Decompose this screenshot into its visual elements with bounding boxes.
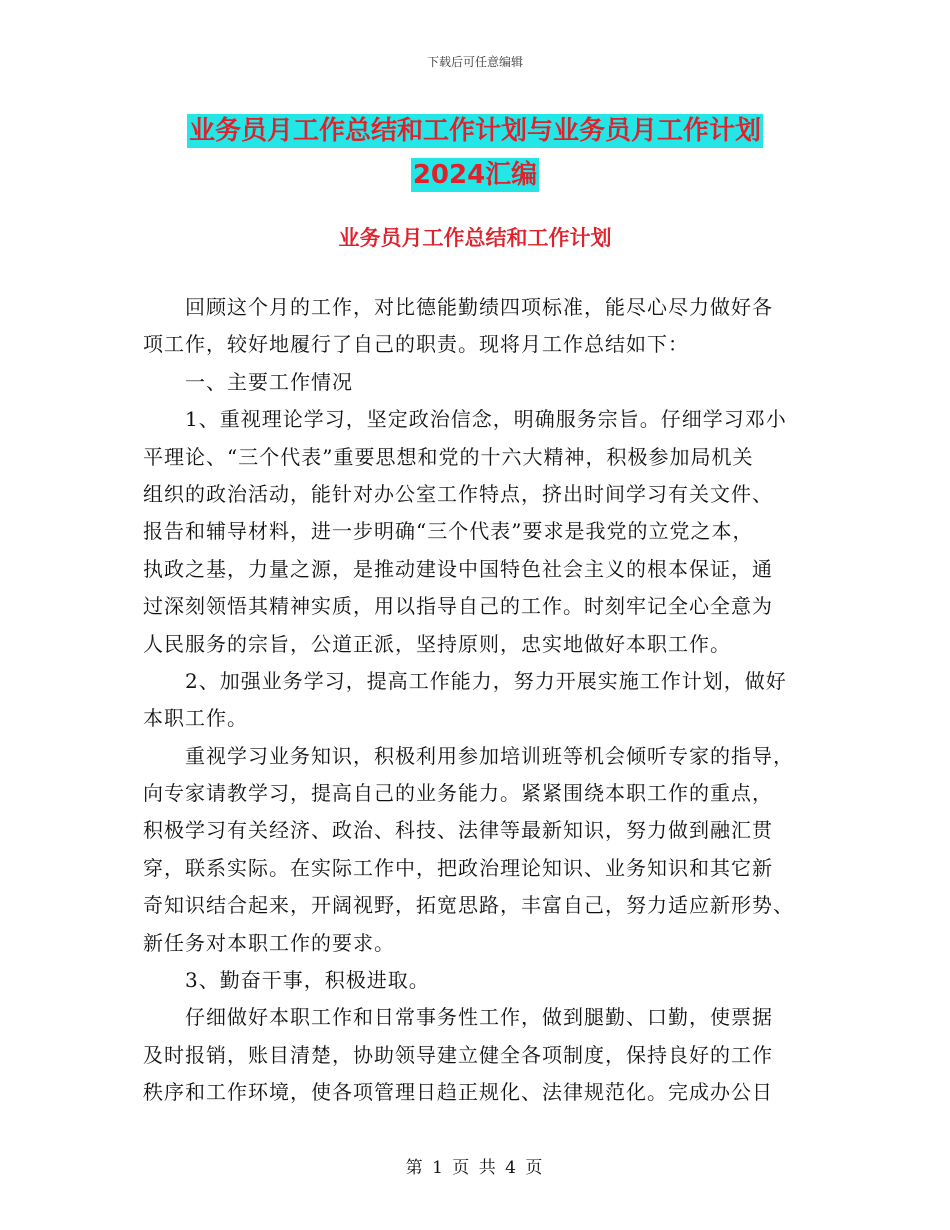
text-line: 奇知识结合起来，开阔视野，拓宽思路，丰富自己，努力适应新形势、: [143, 893, 794, 918]
main-title-line-1: [0, 112, 950, 150]
text-line: 回顾这个月的工作，对比德能勤绩四项标准，能尽心尽力做好各: [143, 295, 773, 319]
text-line: 本职工作。: [143, 706, 248, 731]
text-line: 组织的政治活动，能针对办公室工作特点，挤出时间学习有关文件、: [143, 481, 773, 506]
text-line: 及时报销，账目清楚，协助领导建立健全各项制度，保持良好的工作: [143, 1042, 773, 1067]
text-line: 1、重视理论学习，坚定政治信念，明确服务宗旨。仔细学习邓小: [143, 407, 787, 432]
text-line: 项工作，较好地履行了自己的职责。现将月工作总结如下：: [143, 332, 689, 357]
text-line: 穿，联系实际。在实际工作中，把政治理论知识、业务知识和其它新: [143, 855, 773, 880]
text-line: 仔细做好本职工作和日常事务性工作，做到腿勤、口勤，使票据: [143, 1005, 773, 1030]
text-line: 执政之基，力量之源，是推动建设中国特色社会主义的根本保证，通: [143, 556, 773, 581]
main-title-text-1: 业务员月工作总结和工作计划与业务员月工作计划: [188, 116, 761, 146]
text-line: 2、加强业务学习，提高工作能力，努力开展实施工作计划，做好: [143, 668, 787, 693]
body-text: [143, 289, 811, 1112]
text-line: 报告和辅导材料，进一步明确“三个代表”要求是我党的立党之本，: [143, 519, 754, 544]
text-line: 一、主要工作情况: [143, 369, 353, 394]
main-title-line-2: [0, 156, 950, 194]
text-line: 平理论、“三个代表”重要思想和党的十六大精神，积极参加局机关: [143, 444, 754, 469]
header-note: 下载后可任意编辑: [426, 55, 523, 69]
text-line: 向专家请教学习，提高自己的业务能力。紧紧围绕本职工作的重点，: [143, 781, 773, 806]
text-line: 积极学习有关经济、政治、科技、法律等最新知识，努力做到融汇贯: [143, 818, 773, 843]
text-line: 重视学习业务知识，积极利用参加培训班等机会倾听专家的指导，: [143, 743, 794, 768]
main-title-text-2: 2024汇编: [412, 160, 538, 190]
text-line: 过深刻领悟其精神实质，用以指导自己的工作。时刻牢记全心全意为: [143, 594, 773, 619]
text-line: 秩序和工作环境，使各项管理日趋正规化、法律规范化。完成办公日: [143, 1080, 773, 1105]
section-title: 业务员月工作总结和工作计划: [338, 226, 612, 250]
text-line: 人民服务的宗旨，公道正派，坚持原则，忠实地做好本职工作。: [143, 631, 731, 656]
text-line: 新任务对本职工作的要求。: [143, 930, 395, 955]
page-footer: 第 1 页 共 4 页: [405, 1158, 545, 1178]
text-line: 3、勤奋干事，积极进取。: [143, 968, 430, 993]
